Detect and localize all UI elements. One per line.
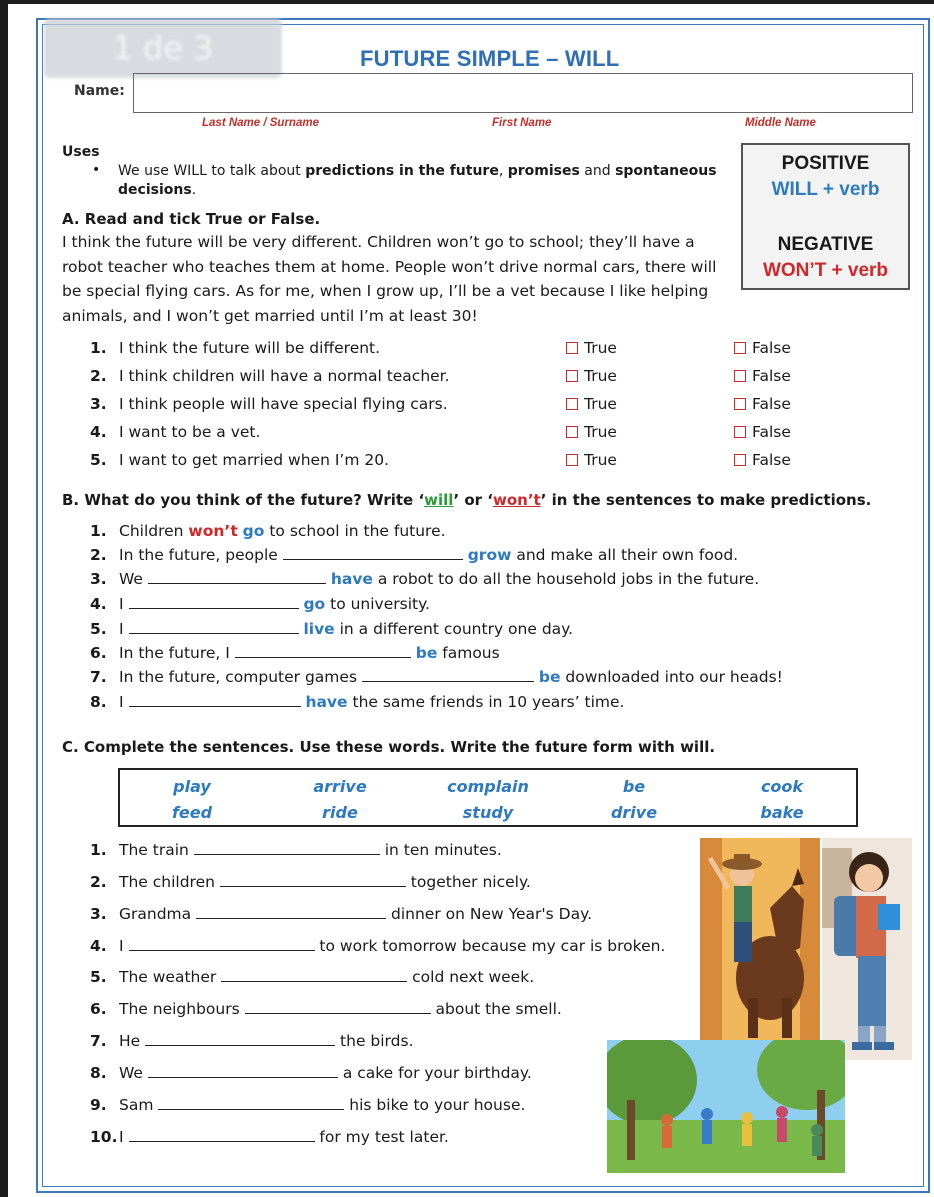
item-number: 3. [90,905,107,923]
item-number: 1. [90,339,107,357]
verb-hint: go [303,595,326,613]
verb-hint: have [330,570,373,588]
bullet-dot: • [92,162,101,178]
false-label: False [752,451,791,469]
sentence-start: In the future, people [119,546,283,564]
true-false-item [90,451,850,475]
word-bank-word: study [462,803,514,822]
item-number: 1. [90,841,107,859]
sentence-end: the same friends in 10 years’ time. [347,693,625,711]
false-option[interactable] [734,339,791,357]
word-bank-word: play [173,777,211,796]
false-checkbox[interactable] [734,426,746,438]
false-option[interactable] [734,451,791,469]
completion-item [90,841,502,859]
completion-item [90,1064,532,1082]
true-option[interactable] [566,339,617,357]
item-number: 8. [90,1064,107,1082]
item-statement: I want to be a vet. [119,423,261,441]
false-label: False [752,367,791,385]
false-option[interactable] [734,367,791,385]
true-option[interactable] [566,423,617,441]
negative-label: NEGATIVE [777,234,874,255]
answer-blank[interactable] [220,874,406,887]
sentence-end: the birds. [335,1032,414,1050]
sentence-end: dinner on New Year's Day. [386,905,593,923]
verb-hint: grow [467,546,512,564]
item-number: 7. [90,1032,107,1050]
prediction-item [90,570,870,588]
true-checkbox[interactable] [566,398,578,410]
answer-blank[interactable] [221,969,407,982]
answer-blank[interactable] [235,645,411,658]
item-number: 5. [90,451,107,469]
grammar-rule-box [741,143,910,290]
worksheet-title: FUTURE SIMPLE – WILL [360,46,620,71]
sentence-end: about the smell. [430,1000,562,1018]
item-number: 2. [90,873,107,891]
item-number: 10. [90,1128,118,1146]
item-number: 3. [90,570,107,588]
sentence-start: We [119,570,148,588]
item-statement: I think people will have special flying cars. [119,395,448,413]
student-girl-drawing [822,838,912,1060]
prediction-item [90,546,870,564]
true-label: True [584,395,617,413]
sentence-start: In the future, I [119,644,235,662]
completion-item [90,1000,562,1018]
answer-blank[interactable] [145,1033,335,1046]
answer-blank[interactable] [129,694,301,707]
prediction-item [90,644,870,662]
negative-rule: WON’T + verb [762,260,889,281]
sentence-end: for my test later. [314,1128,449,1146]
children-park-drawing [607,1040,845,1173]
true-label: True [584,423,617,441]
answer-blank[interactable] [158,1097,344,1110]
sentence-start: I [119,937,129,955]
true-false-item [90,339,850,363]
word-bank-word: arrive [313,777,367,796]
answer-blank[interactable] [245,1001,431,1014]
answer-blank[interactable] [148,571,326,584]
word-bank-word: complain [447,777,529,796]
answer-blank[interactable] [196,906,386,919]
word-bank-word: bake [760,803,804,822]
middle-name-label: Middle Name [745,117,816,129]
cowgirl-horse-illustration [700,838,820,1040]
sentence-end: in a different country one day. [334,620,574,638]
item-statement: I want to get married when I’m 20. [119,451,390,469]
false-checkbox[interactable] [734,370,746,382]
false-checkbox[interactable] [734,342,746,354]
item-statement: I think the future will be different. [119,339,381,357]
item-number: 5. [90,968,107,986]
prediction-item [90,620,870,638]
last-name-label: Last Name / Surname [202,117,319,129]
verb-hint: live [303,620,335,638]
positive-label: POSITIVE [781,153,870,174]
sentence-start: I [119,595,129,613]
true-label: True [584,367,617,385]
true-label: True [584,451,617,469]
item-number: 2. [90,367,107,385]
false-label: False [752,395,791,413]
completion-item [90,873,531,891]
answer-blank[interactable] [129,596,299,609]
prediction-item [90,668,870,686]
section-b-heading: B. What do you think of the future? Write ‘will’ or ‘won’t’ in the sentences to make predictions. [62,491,872,509]
item-number: 4. [90,423,107,441]
item-number: 6. [90,644,107,662]
answer-blank[interactable] [283,547,463,560]
section-c-heading: C. Complete the sentences. Use these words. Write the future form with will. [62,738,716,756]
item-number: 7. [90,668,107,686]
sentence-end: and make all their own food. [511,546,739,564]
false-checkbox[interactable] [734,454,746,466]
sentence-start: We [119,1064,148,1082]
section-a-paragraph: I think the future will be very different. Children won’t go to school; they’ll have a robot teacher who teaches them at home. People won’t drive normal cars, there will be special flying cars. As for me, when I grow up, I’ll be a vet because I like helping animals, and I won’t get married until I’m at least 30! [62,233,717,325]
true-checkbox[interactable] [566,426,578,438]
student-girl-illustration [822,838,912,1060]
sentence-end: a cake for your birthday. [337,1064,532,1082]
uses-heading: Uses [62,144,100,160]
sentence-start: The children [119,873,220,891]
sentence-start: The neighbours [119,1000,245,1018]
sentence-start: He [119,1032,146,1050]
word-bank-word: drive [610,803,658,822]
sentence-end: his bike to your house. [344,1096,526,1114]
completion-item [90,1096,525,1114]
children-park-illustration [607,1040,845,1173]
verb-hint: have [305,693,348,711]
false-option[interactable] [734,395,791,413]
true-false-item [90,423,850,447]
cowgirl-horse-drawing [700,838,820,1040]
item-number: 4. [90,937,107,955]
section-b-example: 1. Children won’t go to school in the future. [90,522,446,540]
sentence-end: to work tomorrow because my car is broken. [314,937,666,955]
true-checkbox[interactable] [566,342,578,354]
true-checkbox[interactable] [566,370,578,382]
true-label: True [584,339,617,357]
answer-blank[interactable] [129,938,315,951]
prediction-item [90,595,870,613]
item-number: 2. [90,546,107,564]
false-label: False [752,423,791,441]
sentence-end: in ten minutes. [379,841,502,859]
completion-item [90,905,592,923]
sentence-start: Sam [119,1096,159,1114]
true-option[interactable] [566,395,617,413]
word-bank-word: cook [760,777,804,796]
sentence-start: In the future, computer games [119,668,362,686]
answer-blank[interactable] [129,621,299,634]
false-checkbox[interactable] [734,398,746,410]
sentence-start: The weather [119,968,222,986]
verb-hint: be [538,668,561,686]
sentence-start: Grandma [119,905,197,923]
item-number: 3. [90,395,107,413]
sentence-end: a robot to do all the household jobs in the future. [372,570,760,588]
sentence-end: downloaded into our heads! [560,668,783,686]
sentence-end: famous [437,644,500,662]
sentence-start: I [119,1128,129,1146]
sentence-end: cold next week. [407,968,535,986]
item-statement: I think children will have a normal teacher. [119,367,450,385]
word-bank-word: be [622,777,646,796]
answer-blank[interactable] [194,842,380,855]
true-option[interactable] [566,451,617,469]
true-false-item [90,367,850,391]
page-counter-overlay: 1 de 3 [44,18,282,78]
verb-hint: be [415,644,438,662]
item-number: 9. [90,1096,107,1114]
item-number: 6. [90,1000,107,1018]
sentence-start: I [119,693,129,711]
name-label: Name: [74,83,125,99]
false-label: False [752,339,791,357]
first-name-label: First Name [492,117,552,129]
sentence-end: to university. [325,595,430,613]
completion-item [90,1128,449,1146]
completion-item [90,968,534,986]
word-bank-word: ride [322,803,358,822]
answer-blank[interactable] [129,1129,315,1142]
uses-text: We use WILL to talk about predictions in the future, promises and spontaneous decisions. [118,163,717,198]
sentence-start: I [119,620,129,638]
word-bank-word: feed [171,803,213,822]
name-field[interactable] [133,73,913,113]
section-a-heading: A. Read and tick True or False. [62,210,321,228]
completion-item [90,937,665,955]
positive-rule: WILL + verb [771,179,880,200]
true-checkbox[interactable] [566,454,578,466]
sentence-end: together nicely. [405,873,531,891]
item-number: 4. [90,595,107,613]
prediction-item [90,693,870,711]
completion-item [90,1032,414,1050]
item-number: 5. [90,620,107,638]
false-option[interactable] [734,423,791,441]
true-false-item [90,395,850,419]
answer-blank[interactable] [362,669,534,682]
true-option[interactable] [566,367,617,385]
item-number: 8. [90,693,107,711]
answer-blank[interactable] [148,1065,338,1078]
sentence-start: The train [119,841,194,859]
